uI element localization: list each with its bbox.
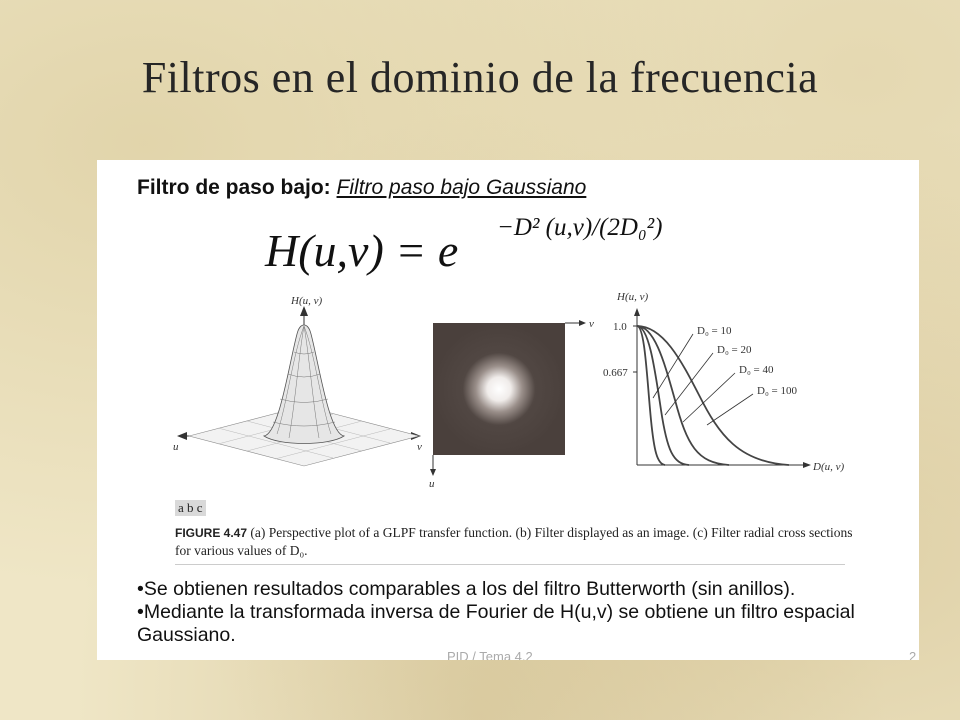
- arrow-left-icon: [177, 432, 187, 440]
- page-number: 2: [909, 649, 917, 660]
- figure-a-perspective-plot: [169, 294, 429, 494]
- arrow-right-icon: [803, 462, 811, 468]
- figure-c-vertical-label: H(u, v): [617, 291, 649, 303]
- bullet-list: [137, 578, 917, 647]
- heading-main: Filtro de paso bajo:: [137, 176, 331, 199]
- slide-image-panel: [97, 160, 919, 660]
- figure-b-filter-image: [427, 315, 607, 490]
- filter-image-glow: [433, 323, 565, 455]
- caption-text: (a) Perspective plot of a GLPF transfer function. (b) Filter displayed as an image. (c) Filter radial cross sections for various values of D₀.: [175, 525, 853, 558]
- arrow-down-icon: [430, 469, 436, 476]
- formula-exponent: −D² (u,v)/(2D₀²): [497, 214, 663, 241]
- figure-c-horizontal-label: D(u, v): [813, 461, 845, 473]
- arrow-up-icon: [634, 308, 640, 316]
- curve-d0-40: [637, 326, 729, 465]
- figure-a-right-label: v: [417, 441, 422, 453]
- slide-title: Filtros en el dominio de la frecuencia: [141, 53, 819, 102]
- arrow-up-icon: [300, 306, 308, 316]
- figure-a-left-label: u: [173, 441, 179, 453]
- figure-c-cross-sections: [599, 290, 869, 480]
- curve-label-3: D₀ = 100: [757, 385, 797, 397]
- figure-a-vertical-label: H(u, v): [291, 295, 323, 307]
- curve-d0-10: [637, 326, 665, 465]
- ytick-mid-label: 0.667: [603, 367, 628, 379]
- formula-lhs: H(u,v) = e: [265, 225, 459, 276]
- panel-heading: [137, 176, 586, 200]
- curve-label-0: D₀ = 10: [697, 325, 732, 337]
- caption-label: FIGURE 4.47: [175, 526, 248, 540]
- heading-sub: Filtro paso bajo Gaussiano: [336, 176, 587, 199]
- gaussian-peak: [264, 325, 344, 444]
- arrow-right-icon: [579, 320, 586, 326]
- curve-label-2: D₀ = 40: [739, 364, 774, 376]
- curve-label-1: D₀ = 20: [717, 344, 752, 356]
- bullet-item: •Mediante la transformada inversa de Fourier de H(u,v) se obtiene un filtro espacial Gaussiano.: [137, 601, 855, 646]
- caption-divider: [175, 564, 845, 565]
- footer-text: PID / Tema 4.2: [447, 649, 533, 660]
- panel-letters: a b c: [175, 500, 206, 516]
- bullet-item: •Se obtienen resultados comparables a los del filtro Butterworth (sin anillos).: [137, 578, 796, 600]
- figure-caption: [175, 524, 855, 560]
- figure-b-down-label: u: [429, 478, 435, 490]
- figure-b-right-label: v: [589, 318, 594, 330]
- ytick-top-label: 1.0: [613, 321, 627, 333]
